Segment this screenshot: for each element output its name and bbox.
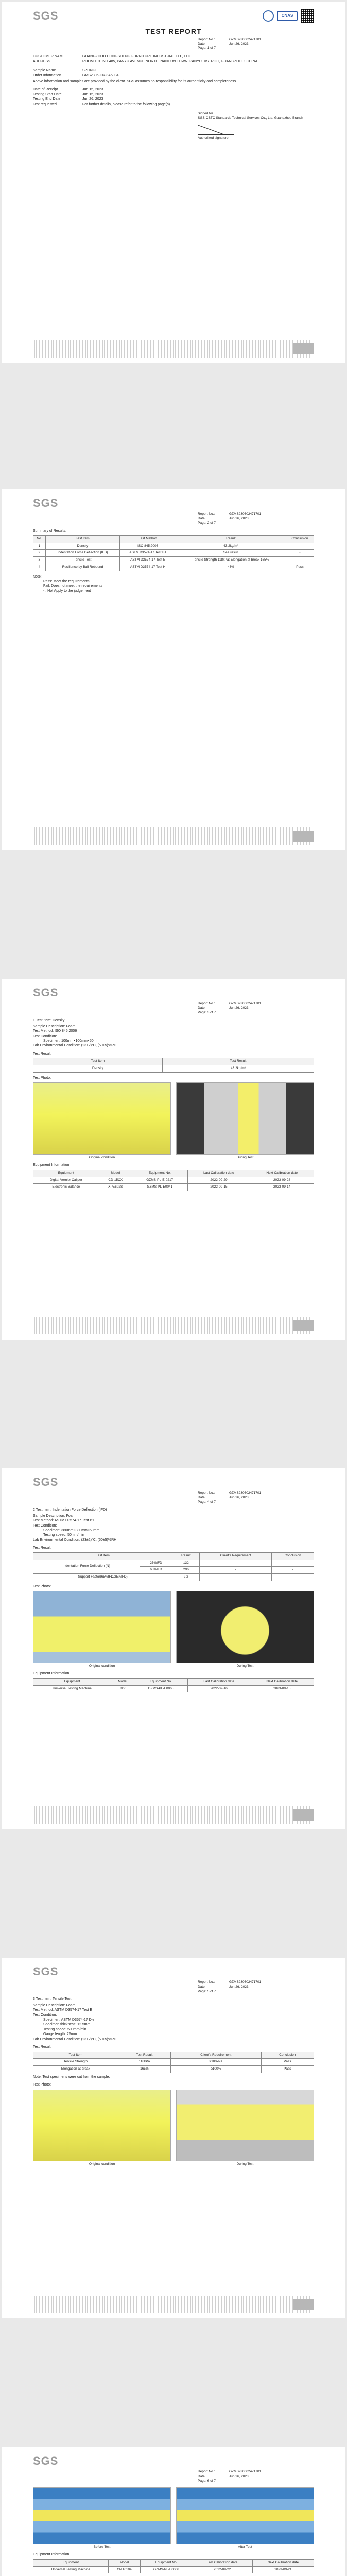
col-header: Model	[99, 1170, 132, 1177]
page-footer	[33, 2296, 314, 2313]
cell: Indentation Force Deflection (IFD)	[45, 550, 120, 557]
report-meta: Report No.: GZMS230602471701 Date: Jun 26, 2023 Page: 5 of 7	[198, 1980, 262, 1993]
col-header: Test Item	[33, 1058, 163, 1065]
cell: 2	[33, 550, 46, 557]
photo-original	[33, 2090, 171, 2161]
cell: 132	[172, 1560, 200, 1567]
photo-before-test	[33, 2487, 171, 2544]
col-header: Conclusion	[272, 1552, 314, 1560]
report-date: Jun 26, 2023	[229, 1006, 249, 1010]
col-header: Result	[172, 1552, 200, 1560]
sgs-logo: SGS	[33, 9, 59, 23]
report-page-3	[2, 979, 345, 1340]
cell: Elongation at break	[33, 2066, 118, 2073]
test-condition: Test Condition:	[33, 2013, 57, 2017]
col-header: Client's Requirement	[200, 1552, 272, 1560]
col-header: Next Calibration date	[250, 1678, 314, 1685]
cell: 2022-09-29	[187, 1177, 250, 1184]
col-header: Test Item	[33, 1552, 172, 1560]
lab-environment: Lab Environmental Condition: (23±2)°C, (50±5)%RH	[33, 1044, 117, 1048]
result-table	[33, 1552, 314, 1581]
address-value: ROOM 101, NO.485, PANYU AVENUE NORTH, NANCUN TOWN, PANYU DISTRICT, GUANGZHOU, CHINA	[82, 59, 258, 63]
report-meta: Report No.: GZMS230602471701 Date: Jun 26, 2023 Page: 1 of 7	[198, 37, 262, 50]
cell: -	[286, 557, 314, 564]
photo-caption: Before Test	[93, 2545, 111, 2549]
cell: 1	[33, 543, 46, 550]
cell: Pass	[286, 564, 314, 571]
remark-pass: Pass: Meet the requirements	[43, 580, 90, 583]
cell: CMT6104	[108, 2566, 141, 2573]
report-date: Jun 26, 2023	[229, 1495, 249, 1499]
requested-label: Test requested	[33, 102, 57, 106]
cell: Universal Testing Machine	[33, 1685, 111, 1692]
cell: Indentation Force Deflection (N)	[33, 1560, 140, 1574]
remark-fail: Fail: Does not meet the requirements	[43, 584, 103, 588]
sgs-logo: SGS	[33, 1476, 59, 1489]
specimen: Specimen: 380mm×380mm×50mm	[43, 1529, 100, 1533]
equipment-table	[33, 1170, 314, 1191]
cell: -	[286, 550, 314, 557]
equipment-label: Equipment Information:	[33, 1163, 71, 1167]
cell: 43.2kg/m³	[162, 1065, 314, 1073]
report-date: Jun 26, 2023	[229, 42, 249, 46]
report-number: GZMS230602471701	[229, 1002, 262, 1005]
cell: Electronic Balance	[33, 1184, 99, 1191]
cell: See result	[176, 550, 286, 557]
cell: -	[272, 1560, 314, 1567]
col-header: Conclusion	[261, 2052, 314, 2059]
table-row	[33, 1177, 314, 1184]
photo-original	[33, 1082, 171, 1154]
sample-value: SPONGE	[82, 69, 98, 73]
table-row	[33, 557, 314, 564]
cell: 165%	[118, 2066, 170, 2073]
summary-table	[33, 535, 314, 571]
sgs-logo: SGS	[33, 986, 59, 999]
col-header: Test Method	[120, 535, 176, 543]
test-result-label: Test Result:	[33, 2045, 52, 2049]
table-row	[33, 2566, 314, 2573]
cell: ASTM D3574-17 Test H	[120, 564, 176, 571]
col-header: Next Calibration date	[250, 1170, 314, 1177]
page-footer	[33, 1806, 314, 1824]
remark-label: Note:	[33, 574, 42, 579]
test-item-title: 1 Test Item: Density	[33, 1019, 65, 1023]
remark-na: - : Not Apply to the judgement	[43, 589, 91, 593]
photo-caption: Original condition	[89, 1664, 115, 1668]
receipt-value: Jun 15, 2023	[82, 88, 103, 92]
accreditation-seal-icon	[263, 10, 274, 22]
page-footer	[33, 340, 314, 358]
cell: Tensile Strength 118kPa; Elongation at break 165%	[176, 557, 286, 564]
cell: -	[272, 1574, 314, 1581]
report-number: GZMS230602471701	[229, 2470, 262, 2473]
test-condition: Test Condition:	[33, 1523, 57, 1528]
signature-role: Authorized signature	[198, 135, 229, 140]
report-date: Jun 26, 2023	[229, 2474, 249, 2478]
photo-caption: Original condition	[89, 1155, 115, 1159]
cell: Digital Vernier Caliper	[33, 1177, 99, 1184]
signature-icon	[198, 125, 234, 135]
col-header: Equipment	[33, 2559, 109, 2566]
result-table	[33, 1058, 314, 1073]
photo-caption: During Test	[236, 1664, 254, 1668]
table-row	[33, 550, 314, 557]
address-label: ADDRESS	[33, 59, 50, 63]
page-footer	[33, 827, 314, 845]
col-header: Last Calibration date	[187, 1678, 250, 1685]
cell: GZMS-PL-E0041	[132, 1184, 187, 1191]
cell: 4	[33, 564, 46, 571]
photo-after-test	[176, 2487, 314, 2544]
cell: Tensile Test	[45, 557, 120, 564]
col-header: Model	[108, 2559, 141, 2566]
start-value: Jun 15, 2023	[82, 92, 103, 96]
cell: GZMS-PL-E0065	[134, 1685, 188, 1692]
col-header: Last Calibration date	[187, 1170, 250, 1177]
photo-caption: During Test	[236, 1155, 254, 1159]
cell: 2022-09-15	[187, 1184, 250, 1191]
cell: 25%IFD	[140, 1560, 172, 1567]
cell: ASTM D3574-17 Test E	[120, 557, 176, 564]
report-meta: Report No.: GZMS230602471701 Date: Jun 26, 2023 Page: 2 of 7	[198, 512, 262, 525]
requested-value: For further details, please refer to the following page(s)	[82, 102, 170, 106]
sgs-logo: SGS	[33, 497, 59, 510]
cell: 2022-09-16	[187, 1685, 250, 1692]
report-page-1	[2, 2, 345, 363]
cell: Resilience by Ball Rebound	[45, 564, 120, 571]
cnas-mark-icon: CNAS	[277, 11, 298, 21]
test-result-label: Test Result:	[33, 1052, 52, 1056]
cell: Pass	[261, 2066, 314, 2073]
report-number: GZMS230602471701	[229, 37, 262, 41]
report-number: GZMS230602471701	[229, 1491, 262, 1495]
col-header: Equipment No.	[141, 2559, 192, 2566]
table-row	[33, 1685, 314, 1692]
photo-during-test	[176, 1082, 314, 1154]
table-row	[33, 1560, 314, 1567]
cell: 2023-09-15	[250, 1685, 314, 1692]
equipment-label: Equipment Information:	[33, 2553, 71, 2557]
test-photo-label: Test Photo:	[33, 2083, 51, 2087]
cell: Universal Testing Machine	[33, 2566, 109, 2573]
col-header: Last Calibration date	[192, 2559, 252, 2566]
report-meta: Report No.: GZMS230602471701 Date: Jun 26, 2023 Page: 4 of 7	[198, 1491, 262, 1504]
customer-label: CUSTOMER NAME	[33, 55, 65, 59]
col-header: Model	[111, 1678, 134, 1685]
report-page-4	[2, 1468, 345, 1829]
table-row	[33, 543, 314, 550]
report-page-2	[2, 489, 345, 850]
photo-caption: Original condition	[89, 2162, 115, 2166]
col-header: Equipment No.	[132, 1170, 187, 1177]
col-header: Result	[176, 535, 286, 543]
receipt-label: Date of Receipt	[33, 88, 58, 92]
cell: -	[200, 1560, 272, 1567]
col-header: Test Result	[118, 2052, 170, 2059]
col-header: Test Result	[162, 1058, 314, 1065]
photo-during-test	[176, 2090, 314, 2161]
cell: 2022-09-22	[192, 2566, 252, 2573]
sample-description: Sample Description: Foam	[33, 2003, 76, 2007]
summary-title: Summary of Results:	[33, 529, 66, 533]
gauge-length: Gauge length: 25mm	[43, 2032, 77, 2037]
sample-label: Sample Name	[33, 69, 56, 73]
cell: CD-15CX	[99, 1177, 132, 1184]
cell: GZMS-PL-E-0217	[132, 1177, 187, 1184]
col-header: Conclusion	[286, 535, 314, 543]
page-footer	[33, 1317, 314, 1334]
start-label: Testing Start Date	[33, 92, 62, 96]
report-meta: Report No.: GZMS230602471701 Date: Jun 26, 2023 Page: 3 of 7	[198, 1002, 262, 1014]
client-note: Above information and samples are provided by the client. SGS assumes no responsibility for its authenticity and completeness.	[33, 79, 237, 83]
cell: 2.2	[172, 1574, 200, 1581]
table-row	[33, 2059, 314, 2066]
cell: ≥100kPa	[171, 2059, 262, 2066]
test-method: Test Method: ISO 845:2006	[33, 1029, 77, 1033]
cell: 65%IFD	[140, 1567, 172, 1574]
test-photo-label: Test Photo:	[33, 1076, 51, 1080]
cell: Density	[45, 543, 120, 550]
sample-description: Sample Description: Foam	[33, 1514, 76, 1518]
testing-speed: Testing speed: 50mm/min	[43, 1533, 84, 1537]
equipment-label: Equipment Information:	[33, 1672, 71, 1676]
order-value: GMS2306-CN-3A5984	[82, 73, 119, 77]
table-row	[33, 1574, 314, 1581]
test-item-title: 3 Test Item: Tensile Test	[33, 1997, 72, 2002]
test-condition: Test Condition:	[33, 1034, 57, 1038]
cell: Density	[33, 1065, 163, 1073]
test-result-label: Test Result:	[33, 1546, 52, 1550]
signed-for: Signed for	[198, 112, 213, 116]
result-note: Note: Test specimens were cut from the sample.	[33, 2075, 110, 2079]
sgs-logo: SGS	[33, 1965, 59, 1978]
table-row	[33, 1184, 314, 1191]
company-name: SGS-CSTC Standards Technical Services Co., Ltd. Guangzhou Branch	[198, 116, 303, 120]
photo-caption: During Test	[236, 2162, 254, 2166]
page-number: Page: 3 of 7	[198, 1010, 216, 1014]
cell: Tensile Strength	[33, 2059, 118, 2066]
table-row	[33, 564, 314, 571]
col-header: Client's Requirement	[171, 2052, 262, 2059]
col-header: Equipment	[33, 1678, 111, 1685]
cell: 3	[33, 557, 46, 564]
test-item-title: 2 Test Item: Indentation Force Deflection (IFD)	[33, 1508, 107, 1512]
col-header: Equipment No.	[134, 1678, 188, 1685]
cell: 43%	[176, 564, 286, 571]
end-label: Testing End Date	[33, 97, 61, 101]
cell: 118kPa	[118, 2059, 170, 2066]
test-method: Test Method: ASTM D3574-17 Test E	[33, 2008, 93, 2012]
end-value: Jun 26, 2023	[82, 97, 103, 101]
customer-value: GUANGZHOU DONGSHENG FURNITURE INDUSTRIAL CO., LTD	[82, 55, 191, 59]
cell: 2023-09-14	[250, 1184, 314, 1191]
report-date: Jun 26, 2023	[229, 1985, 249, 1989]
result-table	[33, 2052, 314, 2073]
table-row	[33, 1065, 314, 1073]
report-meta: Report No.: GZMS230602471701 Date: Jun 26, 2023 Page: 6 of 7	[198, 2470, 262, 2483]
cell: ASTM D3574-17 Test B1	[120, 550, 176, 557]
lab-environment: Lab Environmental Condition: (23±2)°C, (50±5)%RH	[33, 1538, 117, 1542]
cell: -	[272, 1567, 314, 1574]
col-header: Test Item	[33, 2052, 118, 2059]
testing-speed: Testing speed: 500mm/min	[43, 2027, 86, 2031]
lab-environment: Lab Environmental Condition: (23±2)°C, (50±5)%RH	[33, 2037, 117, 2041]
cell: 296	[172, 1567, 200, 1574]
specimen-thickness: Specimen thickness: 12.5mm	[43, 2023, 91, 2027]
sample-description: Sample Description: Foam	[33, 1024, 76, 1028]
col-header: Next Calibration date	[252, 2559, 314, 2566]
cell: Pass	[261, 2059, 314, 2066]
cell: ISO 845:2006	[120, 543, 176, 550]
specimen: Specimen: 100mm×100mm×50mm	[43, 1039, 100, 1043]
photo-caption: After Test	[238, 2545, 252, 2549]
cell: 2023-09-21	[252, 2566, 314, 2573]
qr-code-icon	[301, 9, 314, 23]
report-page-6	[2, 2447, 345, 2576]
equipment-table	[33, 2559, 314, 2574]
page-number: Page: 4 of 7	[198, 1500, 216, 1504]
cell: XPE602S	[99, 1184, 132, 1191]
cell: 2023-09-28	[250, 1177, 314, 1184]
col-header: No.	[33, 535, 46, 543]
table-row	[33, 2066, 314, 2073]
page-number: Page: 1 of 7	[198, 46, 216, 50]
photo-original	[33, 1591, 171, 1663]
photo-during-test	[176, 1591, 314, 1663]
report-title: TEST REPORT	[145, 27, 202, 36]
test-method: Test Method: ASTM D3574-17 Test B1	[33, 1519, 94, 1523]
cell: 5966	[111, 1685, 134, 1692]
col-header: Equipment	[33, 1170, 99, 1177]
cell: Support Factor(65%IFD/25%IFD)	[33, 1574, 172, 1581]
cell: -	[200, 1567, 272, 1574]
cell: 43.2kg/m³	[176, 543, 286, 550]
page-number: Page: 5 of 7	[198, 1989, 216, 1993]
page-number: Page: 6 of 7	[198, 2479, 216, 2483]
test-photo-label: Test Photo:	[33, 1584, 51, 1588]
cell: -	[286, 543, 314, 550]
cell: -	[200, 1574, 272, 1581]
cell: ≥100%	[171, 2066, 262, 2073]
sgs-logo: SGS	[33, 2454, 59, 2468]
col-header: Test Item	[45, 535, 120, 543]
page-number: Page: 2 of 7	[198, 521, 216, 525]
equipment-table	[33, 1678, 314, 1693]
report-number: GZMS230602471701	[229, 1980, 262, 1984]
report-date: Jun 26, 2023	[229, 516, 249, 520]
cell: GZMS-PL-E0006	[141, 2566, 192, 2573]
specimen: Specimen: ASTM D3574-17 Die	[43, 2018, 95, 2022]
order-label: Order Information	[33, 73, 61, 77]
report-number: GZMS230602471701	[229, 512, 262, 516]
report-page-5	[2, 1958, 345, 2318]
